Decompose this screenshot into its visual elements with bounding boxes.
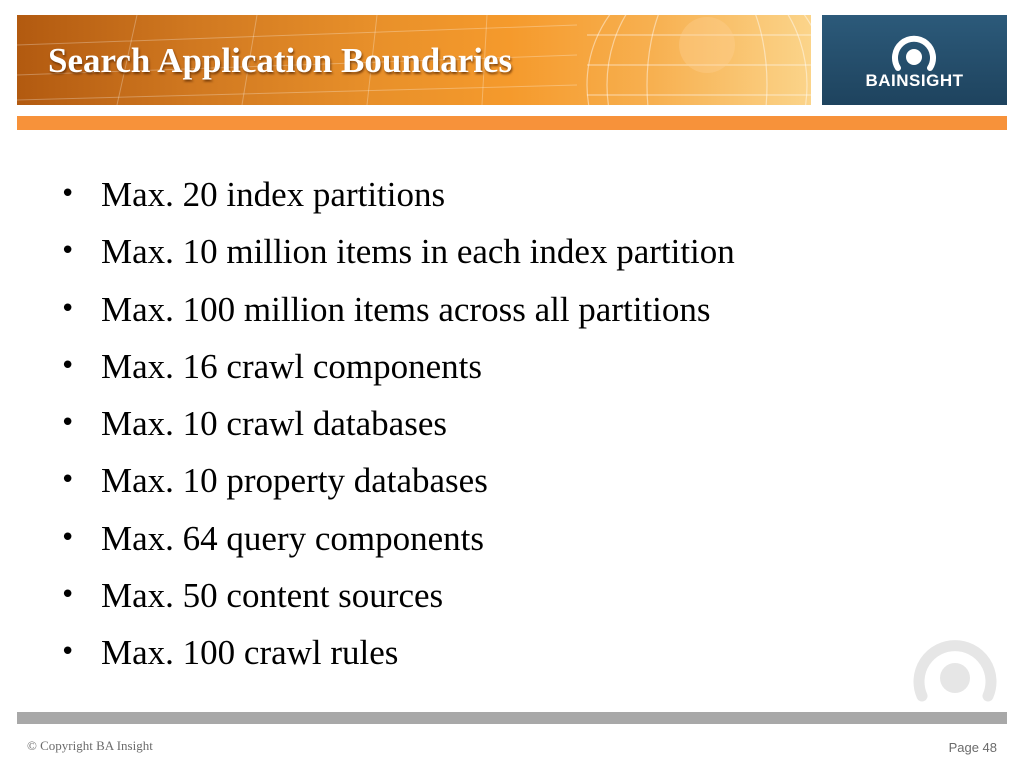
bullet-text: Max. 10 property databases [101,461,488,501]
bullet-text: Max. 10 million items in each index partition [101,232,735,272]
bullet-text: Max. 20 index partitions [101,175,446,214]
watermark-logo-icon [912,628,998,702]
bullet-text: Max. 100 crawl rules [101,633,399,673]
bullet-dot: • [60,350,76,381]
bullet-item [60,567,735,624]
bullet-item [60,338,735,395]
bullet-item [60,510,735,567]
footer-bar [17,712,1007,724]
bullet-item [60,624,735,681]
bullet-item [60,166,735,223]
bullet-dot: • [60,580,76,611]
bullet-dot: • [60,408,76,439]
bullet-dot: • [60,236,76,267]
ba-insight-logo-icon [891,30,937,72]
bullet-dot: • [60,293,76,324]
copyright-text: © Copyright BA Insight [27,738,153,753]
bullet-item [60,281,735,338]
slide-title: Search Application Boundaries [48,41,513,80]
bullet-item [60,223,735,280]
bullet-text: Max. 10 crawl databases [101,404,447,444]
bullet-dot: • [60,522,76,553]
bullet-item [60,452,735,509]
logo-text: BAINSIGHT [865,71,964,90]
page-number: Page 48 [948,740,997,755]
bullet-text: Max. 50 content sources [101,576,444,616]
bullet-list [60,166,735,682]
bullet-text: Max. 64 query components [101,518,484,558]
bullet-text: Max. 16 crawl components [101,346,483,386]
header-banner [17,15,811,105]
bullet-dot: • [60,637,76,668]
bullet-text: Max. 100 million items across all partitions [101,289,711,329]
bullet-dot: • [60,179,76,209]
header-accent-bar [17,116,1007,130]
bullet-item [60,395,735,452]
logo-box [822,15,1007,105]
bullet-dot: • [60,465,76,496]
